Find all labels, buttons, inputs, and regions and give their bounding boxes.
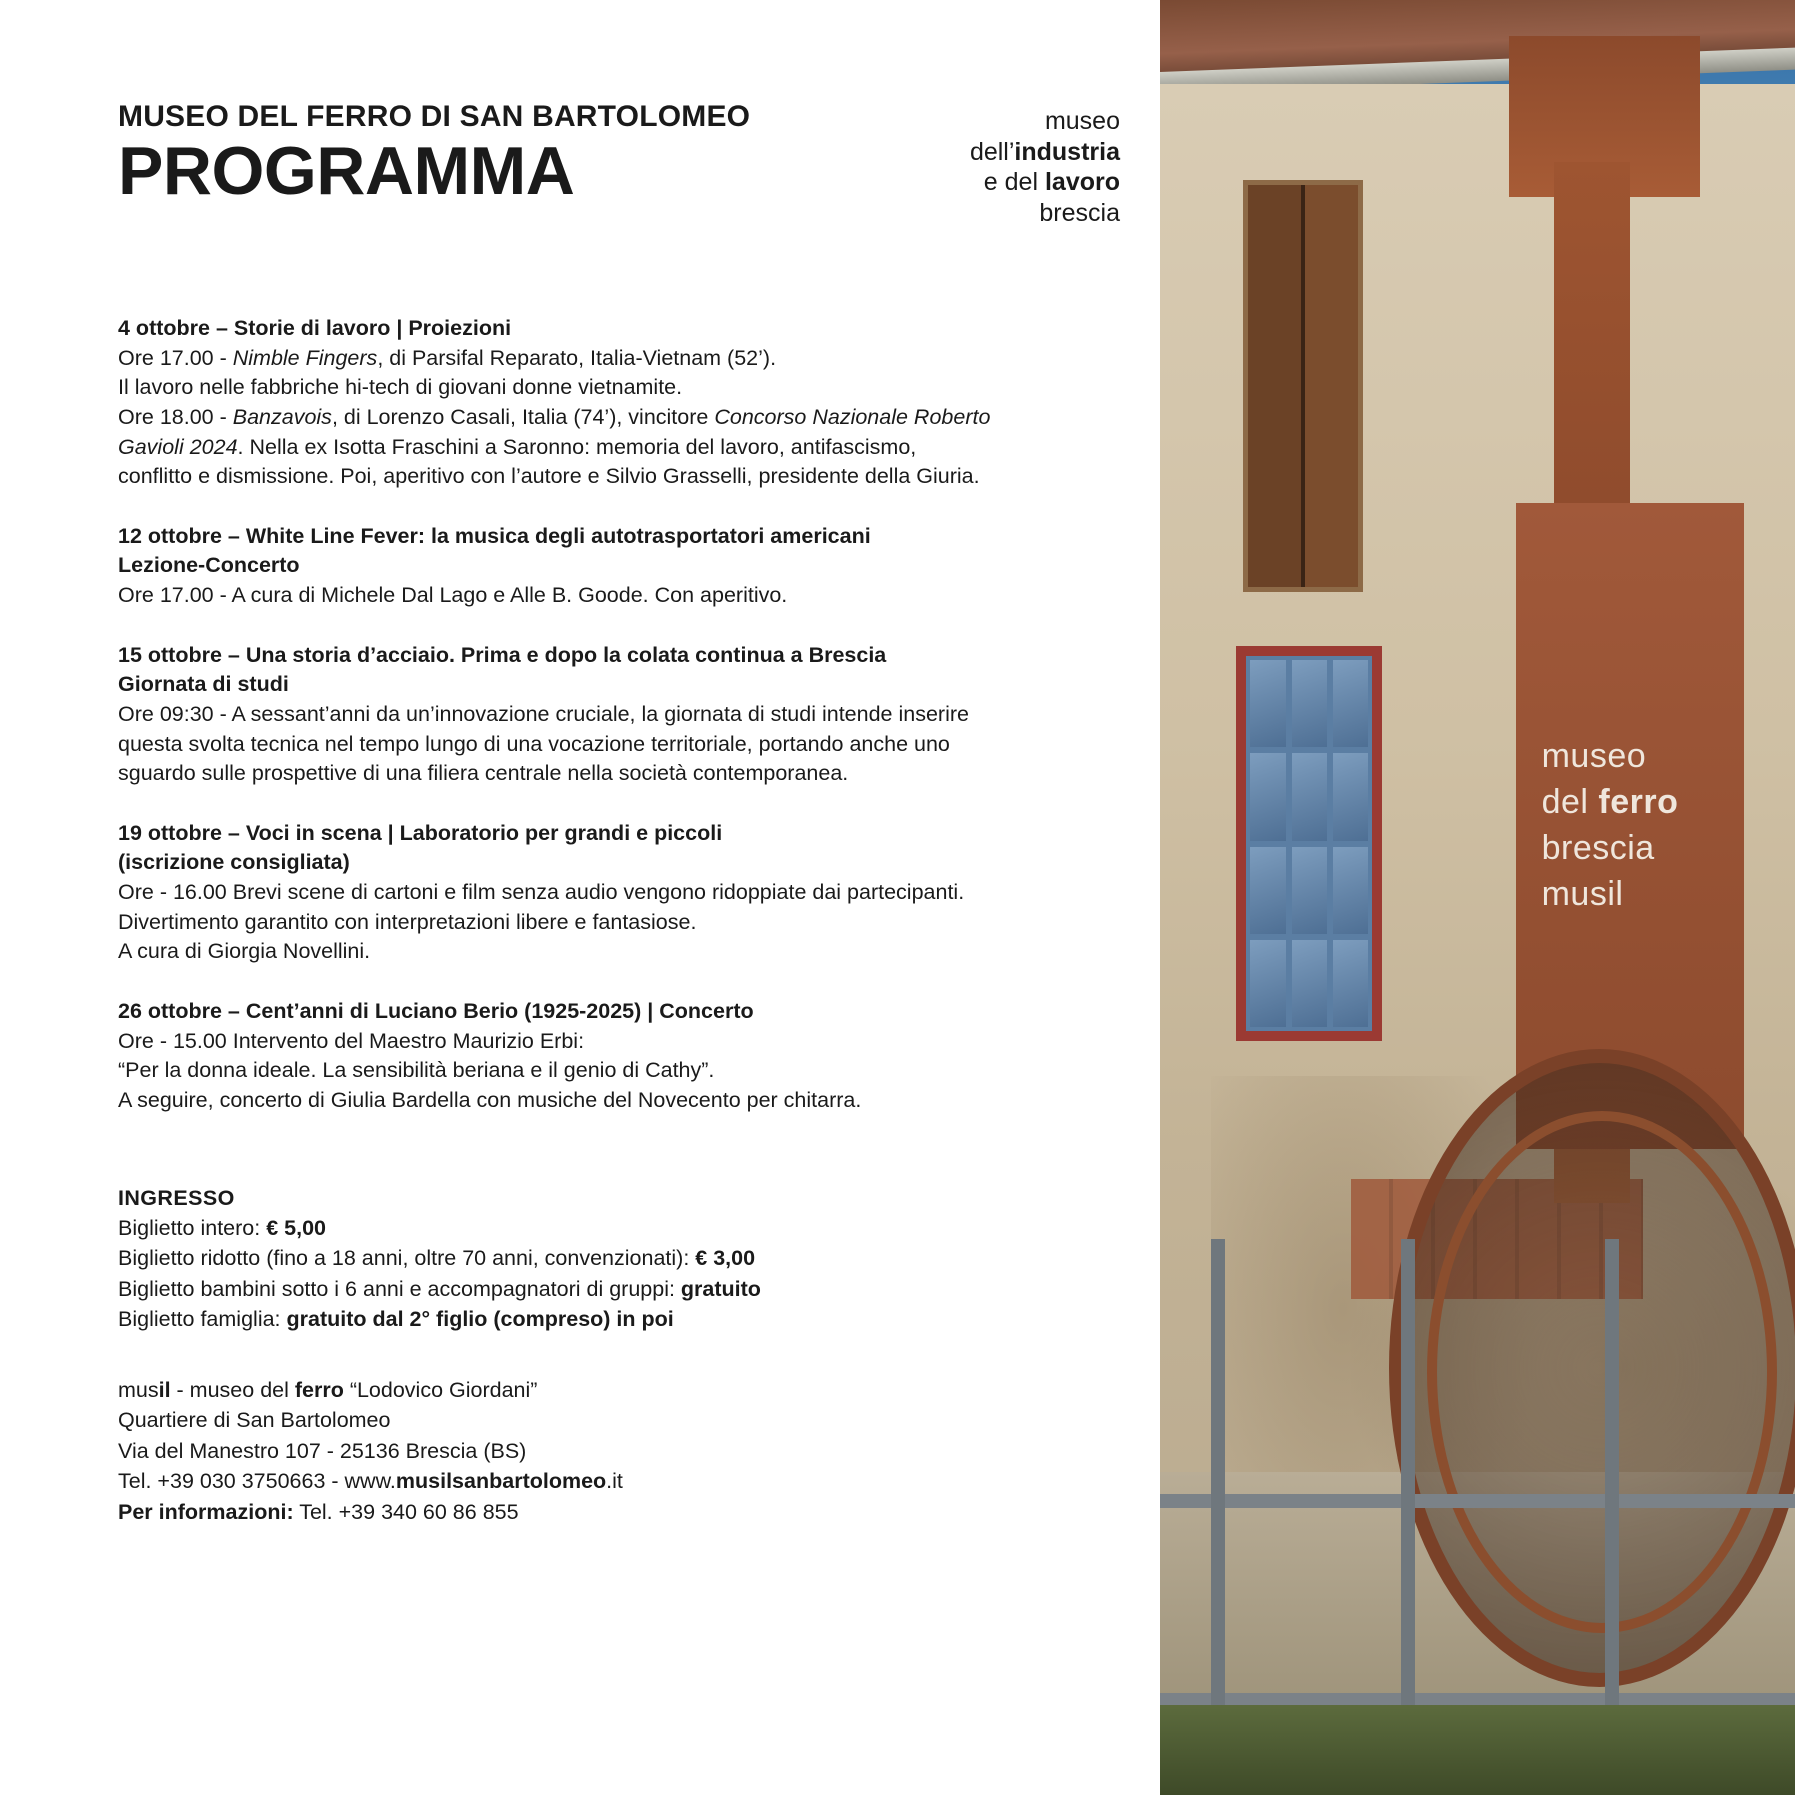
window-pane bbox=[1292, 847, 1327, 934]
event-line: Ore 09:30 - A sessant’anni da un’innovazione cruciale, la giornata di studi intende inserire bbox=[118, 701, 969, 726]
event-line: “Per la donna ideale. La sensibilità beriana e il genio di Cathy”. bbox=[118, 1058, 715, 1083]
event-title: 19 ottobre – Voci in scena | Laboratorio per grandi e piccoli bbox=[118, 820, 723, 845]
ticket-line: Biglietto famiglia: gratuito dal 2° figlio (compreso) in poi bbox=[118, 1307, 674, 1332]
ticket-line: Biglietto bambini sotto i 6 anni e accompagnatori di gruppi: gratuito bbox=[118, 1276, 761, 1301]
event-item bbox=[118, 997, 1118, 1116]
contacts-section bbox=[118, 1375, 1118, 1528]
sign-line-museo: museo bbox=[1541, 736, 1647, 775]
event-line: questa svolta tecnica nel tempo lungo di una vocazione territoriale, portando anche uno bbox=[118, 731, 950, 756]
ticket-line: Biglietto intero: € 5,00 bbox=[118, 1215, 326, 1240]
ticket-line: Biglietto ridotto (fino a 18 anni, oltre 70 anni, convenzionati): € 3,00 bbox=[118, 1246, 756, 1271]
fence-post bbox=[1211, 1239, 1225, 1742]
contact-line: Per informazioni: Tel. +39 340 60 86 855 bbox=[118, 1499, 519, 1524]
museum-name: MUSEO DEL FERRO DI SAN BARTOLOMEO bbox=[118, 100, 751, 133]
fence-post bbox=[1605, 1239, 1619, 1742]
contact-line: Tel. +39 030 3750663 - www.musilsanbartolomeo.it bbox=[118, 1469, 623, 1494]
contact-line: Quartiere di San Bartolomeo bbox=[118, 1408, 391, 1433]
event-title: 15 ottobre – Una storia d’acciaio. Prima e dopo la colata continua a Brescia bbox=[118, 642, 887, 667]
event-line: conflitto e dismissione. Poi, aperitivo con l’autore e Silvio Grasselli, presidente della Giuria. bbox=[118, 464, 980, 489]
red-framed-window bbox=[1236, 646, 1382, 1041]
logo-line-lavoro: e del lavoro bbox=[983, 168, 1120, 196]
event-subtitle: Lezione-Concerto bbox=[118, 553, 300, 578]
event-line: Ore - 16.00 Brevi scene di cartoni e film senza audio vengono ridoppiate dai partecipanti. bbox=[118, 880, 965, 905]
title-block bbox=[118, 100, 751, 209]
logo-line-industria: dell’industria bbox=[969, 137, 1120, 166]
event-line: Ore 17.00 - Nimble Fingers, di Parsifal Reparato, Italia-Vietnam (52’). bbox=[118, 345, 777, 370]
window-pane bbox=[1333, 847, 1368, 934]
window-pane bbox=[1250, 940, 1285, 1027]
poster-header bbox=[118, 100, 1160, 228]
event-line: Ore 17.00 - A cura di Michele Dal Lago e Alle B. Goode. Con aperitivo. bbox=[118, 583, 788, 608]
event-title: 26 ottobre – Cent’anni di Luciano Berio (1925-2025) | Concerto bbox=[118, 999, 754, 1024]
sign-line-brescia: brescia bbox=[1541, 828, 1655, 867]
window-pane bbox=[1333, 660, 1368, 747]
event-line: Ore - 15.00 Intervento del Maestro Maurizio Erbi: bbox=[118, 1028, 585, 1053]
page-title: PROGRAMMA bbox=[118, 133, 575, 209]
contact-line: Via del Manestro 107 - 25136 Brescia (BS) bbox=[118, 1438, 527, 1463]
building-photo bbox=[1160, 0, 1795, 1795]
event-subtitle: (iscrizione consigliata) bbox=[118, 850, 350, 875]
window-pane bbox=[1292, 753, 1327, 840]
event-line: A seguire, concerto di Giulia Bardella con musiche del Novecento per chitarra. bbox=[118, 1087, 862, 1112]
event-item bbox=[118, 522, 1118, 611]
contact-line: musil - museo del ferro “Lodovico Giordani” bbox=[118, 1377, 538, 1402]
event-subtitle: Giornata di studi bbox=[118, 672, 289, 697]
event-line: Il lavoro nelle fabbriche hi-tech di giovani donne vietnamite. bbox=[118, 375, 683, 400]
event-line: Gavioli 2024. Nella ex Isotta Fraschini a Saronno: memoria del lavoro, antifascismo, bbox=[118, 434, 917, 459]
photo-column bbox=[1160, 0, 1795, 1795]
event-title: 12 ottobre – White Line Fever: la musica degli autotrasportatori americani bbox=[118, 523, 871, 548]
event-title: 4 ottobre – Storie di lavoro | Proiezioni bbox=[118, 316, 512, 340]
window-pane bbox=[1250, 847, 1285, 934]
event-item bbox=[118, 641, 1118, 789]
event-line: A cura di Giorgia Novellini. bbox=[118, 939, 371, 964]
fence-post bbox=[1401, 1239, 1415, 1742]
window-pane bbox=[1333, 940, 1368, 1027]
event-line: sguardo sulle prospettive di una filiera centrale nella società contemporanea. bbox=[118, 761, 849, 786]
event-line: Divertimento garantito con interpretazioni libere e fantasiose. bbox=[118, 909, 697, 934]
fence-rail bbox=[1160, 1494, 1795, 1508]
window-pane bbox=[1250, 753, 1285, 840]
event-line: Ore 18.00 - Banzavois, di Lorenzo Casali, Italia (74’), vincitore Concorso Nazionale Roberto bbox=[118, 404, 991, 429]
event-item bbox=[118, 819, 1118, 967]
window-pane bbox=[1333, 753, 1368, 840]
logo-line-brescia: brescia bbox=[1039, 198, 1120, 227]
musil-logo bbox=[970, 100, 1120, 228]
sign-line-ferro: del ferro bbox=[1541, 782, 1679, 821]
fence-rail bbox=[1160, 1693, 1795, 1705]
sign-line-musil: musil bbox=[1541, 874, 1624, 913]
grass bbox=[1160, 1705, 1795, 1795]
window-pane bbox=[1250, 660, 1285, 747]
tickets-section bbox=[118, 1186, 1118, 1335]
window-pane bbox=[1292, 660, 1327, 747]
tickets-lines bbox=[118, 1213, 1118, 1335]
tickets-heading: INGRESSO bbox=[118, 1185, 235, 1210]
event-item bbox=[118, 314, 1118, 492]
water-wheel-inner bbox=[1427, 1111, 1777, 1634]
wooden-shutter bbox=[1243, 180, 1364, 593]
events-list bbox=[118, 314, 1118, 1116]
window-pane bbox=[1292, 940, 1327, 1027]
logo-line-museo: museo bbox=[1044, 107, 1120, 135]
